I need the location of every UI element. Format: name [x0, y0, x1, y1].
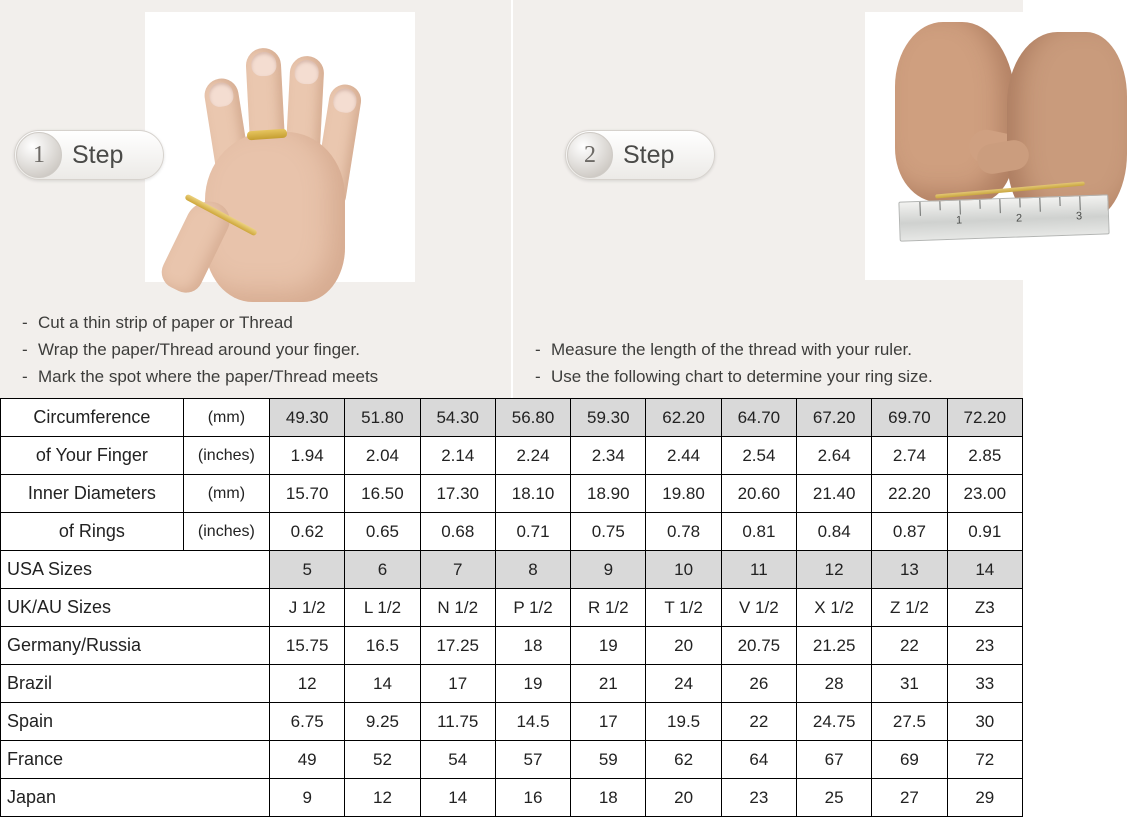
row-unit: (inches) [183, 513, 269, 551]
table-row [1, 513, 1023, 551]
ruler-icon [898, 194, 1109, 241]
ruler-number: 1 [955, 214, 963, 227]
step-label-2: Step [623, 140, 675, 169]
table-cell: 6.75 [270, 703, 345, 741]
instruction-text: Wrap the paper/Thread around your finger. [38, 340, 360, 359]
table-cell: 0.81 [721, 513, 796, 551]
steps-section [0, 0, 1083, 398]
row-unit: (mm) [183, 399, 269, 437]
table-cell: 0.71 [495, 513, 570, 551]
table-cell: 49 [270, 741, 345, 779]
table-cell: 1.94 [270, 437, 345, 475]
left-hand-shape [895, 22, 1015, 202]
table-cell: 18.10 [495, 475, 570, 513]
table-cell: Z 1/2 [872, 589, 947, 627]
ruler-number: 3 [1075, 210, 1083, 223]
table-cell: 20.60 [721, 475, 796, 513]
table-cell: 20.75 [721, 627, 796, 665]
table-row [1, 665, 1023, 703]
table-cell: 51.80 [345, 399, 420, 437]
table-cell: 54 [420, 741, 495, 779]
step-1-photo [145, 12, 415, 282]
table-cell: 2.74 [872, 437, 947, 475]
table-cell: 14 [947, 551, 1022, 589]
step-panel-2 [511, 0, 1083, 398]
instruction-text: Cut a thin strip of paper or Thread [38, 313, 293, 332]
instruction-text: Measure the length of the thread with your ruler. [551, 340, 912, 359]
row-label: USA Sizes [1, 551, 270, 589]
step-number-1: 1 [16, 132, 62, 178]
table-cell: 11 [721, 551, 796, 589]
table-cell: 69.70 [872, 399, 947, 437]
instruction-line: - Use the following chart to determine your ring size. [535, 367, 933, 386]
table-cell: 12 [345, 779, 420, 817]
row-label: Brazil [1, 665, 270, 703]
table-cell: T 1/2 [646, 589, 721, 627]
table-cell: 72.20 [947, 399, 1022, 437]
row-label: Spain [1, 703, 270, 741]
table-cell: 20 [646, 627, 721, 665]
table-row [1, 741, 1023, 779]
table-cell: L 1/2 [345, 589, 420, 627]
table-body [1, 399, 1023, 817]
table-cell: 72 [947, 741, 1022, 779]
table-cell: 62 [646, 741, 721, 779]
table-cell: 19 [495, 665, 570, 703]
row-label: Germany/Russia [1, 627, 270, 665]
table-cell: 21 [571, 665, 646, 703]
table-cell: 2.44 [646, 437, 721, 475]
table-cell: 22 [721, 703, 796, 741]
table-cell: X 1/2 [797, 589, 872, 627]
table-cell: 10 [646, 551, 721, 589]
table-cell: 2.24 [495, 437, 570, 475]
table-cell: 30 [947, 703, 1022, 741]
table-cell: 13 [872, 551, 947, 589]
row-label: Inner Diameters [1, 475, 184, 513]
table-cell: 69 [872, 741, 947, 779]
table-cell: 59.30 [571, 399, 646, 437]
table-cell: J 1/2 [270, 589, 345, 627]
table-cell: 0.68 [420, 513, 495, 551]
table-cell: 2.64 [797, 437, 872, 475]
step-badge-2 [565, 130, 715, 180]
table-cell: 17 [420, 665, 495, 703]
table-cell: 27.5 [872, 703, 947, 741]
table-cell: 18 [495, 627, 570, 665]
table-row [1, 589, 1023, 627]
table-cell: 2.85 [947, 437, 1022, 475]
ruler-number: 2 [1015, 212, 1023, 225]
right-hand-shape [1007, 32, 1127, 225]
row-label: Japan [1, 779, 270, 817]
table-cell: 15.70 [270, 475, 345, 513]
table-cell: 17 [571, 703, 646, 741]
table-cell: 2.04 [345, 437, 420, 475]
table-cell: 7 [420, 551, 495, 589]
instruction-text: Mark the spot where the paper/Thread meets [38, 367, 379, 386]
table-cell: 28 [797, 665, 872, 703]
table-cell: 26 [721, 665, 796, 703]
step-1-instructions [22, 309, 378, 390]
row-label: of Your Finger [1, 437, 184, 475]
table-cell: 22.20 [872, 475, 947, 513]
step-badge-1 [14, 130, 164, 180]
table-cell: 29 [947, 779, 1022, 817]
table-cell: 20 [646, 779, 721, 817]
table-cell: 9 [270, 779, 345, 817]
table-cell: 19.80 [646, 475, 721, 513]
table-cell: 0.87 [872, 513, 947, 551]
table-cell: 15.75 [270, 627, 345, 665]
table-row [1, 779, 1023, 817]
table-cell: 14 [345, 665, 420, 703]
table-cell: Z3 [947, 589, 1022, 627]
table-row [1, 551, 1023, 589]
table-cell: 62.20 [646, 399, 721, 437]
table-cell: 0.91 [947, 513, 1022, 551]
table-cell: 22 [872, 627, 947, 665]
table-cell: 64 [721, 741, 796, 779]
table-row [1, 475, 1023, 513]
table-cell: 5 [270, 551, 345, 589]
table-cell: 16.5 [345, 627, 420, 665]
step-2-instructions [535, 336, 933, 390]
table-cell: R 1/2 [571, 589, 646, 627]
table-cell: 49.30 [270, 399, 345, 437]
row-label: France [1, 741, 270, 779]
table-cell: N 1/2 [420, 589, 495, 627]
table-cell: 14 [420, 779, 495, 817]
table-cell: 23 [947, 627, 1022, 665]
table-cell: 6 [345, 551, 420, 589]
table-cell: 19 [571, 627, 646, 665]
row-label: Circumference [1, 399, 184, 437]
table-cell: 67 [797, 741, 872, 779]
table-cell: 21.40 [797, 475, 872, 513]
table-cell: 57 [495, 741, 570, 779]
table-cell: 23.00 [947, 475, 1022, 513]
table-cell: 0.75 [571, 513, 646, 551]
table-cell: 19.5 [646, 703, 721, 741]
table-cell: 21.25 [797, 627, 872, 665]
step-2-photo [865, 12, 1133, 280]
table-row [1, 437, 1023, 475]
table-cell: 2.34 [571, 437, 646, 475]
table-cell: 8 [495, 551, 570, 589]
table-cell: 16 [495, 779, 570, 817]
table-cell: 31 [872, 665, 947, 703]
table-cell: 0.78 [646, 513, 721, 551]
table-cell: 23 [721, 779, 796, 817]
table-cell: 2.14 [420, 437, 495, 475]
table-cell: 12 [270, 665, 345, 703]
instruction-line: - Mark the spot where the paper/Thread meets [22, 367, 379, 386]
step-number-2: 2 [567, 132, 613, 178]
table-cell: 16.50 [345, 475, 420, 513]
table-cell: 67.20 [797, 399, 872, 437]
table-cell: 12 [797, 551, 872, 589]
table-cell: 9 [571, 551, 646, 589]
row-label: UK/AU Sizes [1, 589, 270, 627]
table-cell: 56.80 [495, 399, 570, 437]
table-cell: 14.5 [495, 703, 570, 741]
table-cell: 2.54 [721, 437, 796, 475]
row-unit: (mm) [183, 475, 269, 513]
table-cell: 0.62 [270, 513, 345, 551]
table-cell: V 1/2 [721, 589, 796, 627]
table-cell: 54.30 [420, 399, 495, 437]
hands-measuring-thread-illustration [865, 12, 1133, 280]
hand-with-paper-strip-illustration [145, 12, 415, 282]
instruction-line: - Cut a thin strip of paper or Thread [22, 313, 293, 332]
table-cell: P 1/2 [495, 589, 570, 627]
row-label: of Rings [1, 513, 184, 551]
table-cell: 11.75 [420, 703, 495, 741]
instruction-line: - Measure the length of the thread with your ruler. [535, 340, 912, 359]
table-cell: 24 [646, 665, 721, 703]
table-cell: 18 [571, 779, 646, 817]
table-cell: 24.75 [797, 703, 872, 741]
instruction-line: - Wrap the paper/Thread around your finger. [22, 340, 360, 359]
instruction-text: Use the following chart to determine your ring size. [551, 367, 933, 386]
table-cell: 33 [947, 665, 1022, 703]
table-cell: 27 [872, 779, 947, 817]
table-cell: 0.65 [345, 513, 420, 551]
table-cell: 17.30 [420, 475, 495, 513]
table-cell: 52 [345, 741, 420, 779]
table-cell: 17.25 [420, 627, 495, 665]
ring-size-table [0, 398, 1023, 817]
step-label-1: Step [72, 140, 124, 169]
table-cell: 25 [797, 779, 872, 817]
table-cell: 9.25 [345, 703, 420, 741]
table-row [1, 627, 1023, 665]
table-row [1, 399, 1023, 437]
table-cell: 64.70 [721, 399, 796, 437]
row-unit: (inches) [183, 437, 269, 475]
table-cell: 59 [571, 741, 646, 779]
table-cell: 0.84 [797, 513, 872, 551]
table-cell: 18.90 [571, 475, 646, 513]
step-panel-1 [0, 0, 511, 398]
table-row [1, 703, 1023, 741]
